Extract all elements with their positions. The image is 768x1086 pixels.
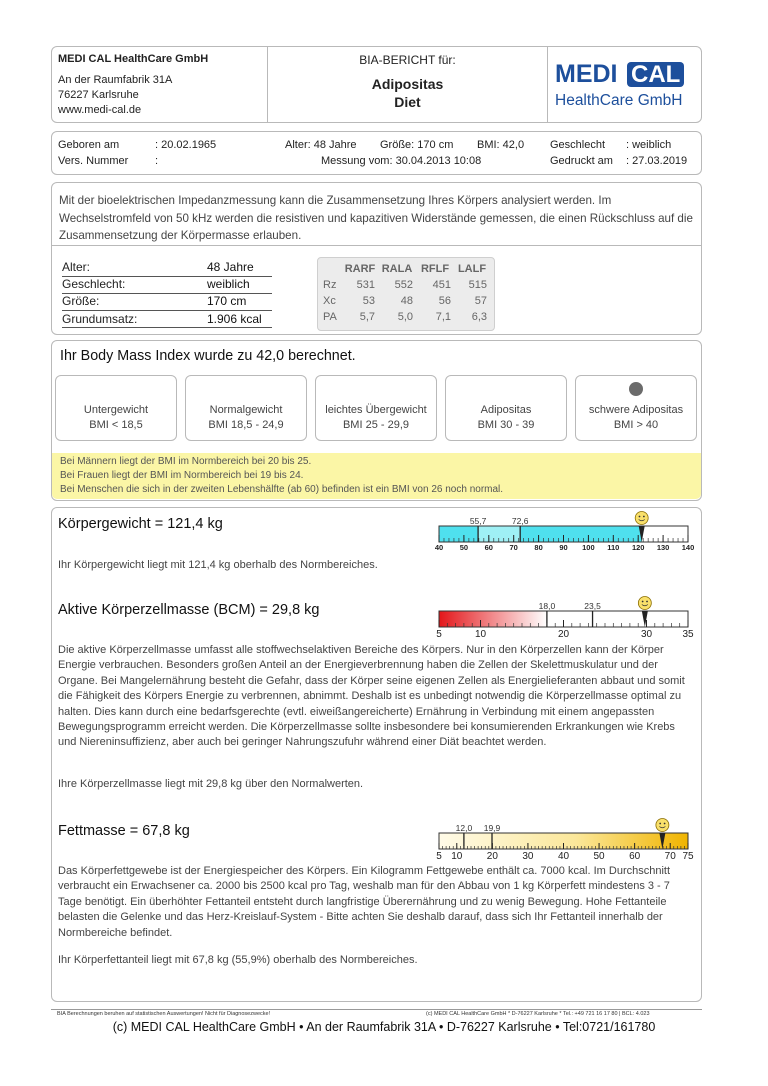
fat-title: Fettmasse = 67,8 kg [58, 823, 190, 839]
gauge-tick-label: 80 [534, 543, 543, 552]
gauge-tick-label: 35 [682, 629, 694, 640]
bmi-title: Ihr Body Mass Index wurde zu 42,0 berechnet. [60, 348, 356, 364]
born-label: Geboren am [58, 139, 120, 151]
smiley-eye-icon [643, 516, 645, 518]
footer-rule [51, 1009, 702, 1010]
bmi-category-range: BMI 30 - 39 [477, 419, 535, 431]
footer-small-contact: (c) MEDI CAL HealthCare GmbH * D-76227 Karlsruhe * Tel.: +49 721 16 17 80 | BCL: 4.023 [426, 1011, 650, 1017]
company-website: www.medi-cal.de [58, 104, 142, 116]
patient-name-line2: Diet [394, 94, 421, 110]
gauge-tick-label: 120 [631, 543, 645, 552]
impedance-header: RFLF [420, 263, 450, 275]
gauge-tick-label: 20 [557, 629, 570, 640]
gauge-norm-low-label: 12,0 [455, 823, 473, 833]
insurance-value: : [155, 155, 159, 167]
bmi-category-name: Normalgewicht [209, 404, 283, 416]
bmi-category-name: leichtes Übergewicht [325, 404, 427, 416]
bcm-title: Aktive Körperzellmasse (BCM) = 29,8 kg [58, 602, 320, 618]
basics-row [62, 277, 272, 294]
fat-summary: Ihr Körperfettanteil liegt mit 67,8 kg (55,9%) oberhalb des Normbereiches. [58, 954, 418, 966]
gauge-tick-label: 140 [681, 543, 695, 552]
gauge-norm-low-label: 18,0 [538, 601, 556, 611]
fat-gauge [430, 816, 695, 862]
gauge-tick-label: 75 [682, 851, 694, 862]
gauge-tick-label: 90 [559, 543, 568, 552]
intro-divider [52, 245, 701, 246]
sex-value: : weiblich [626, 139, 672, 151]
bmi-category-range: BMI < 18,5 [89, 419, 143, 431]
smiley-icon [635, 512, 648, 525]
bmi-notes [52, 453, 701, 499]
basics-label: Geschlecht: [62, 277, 126, 291]
impedance-cell: 7,1 [435, 311, 451, 323]
basics-row [62, 311, 272, 328]
company-name: MEDI CAL HealthCare GmbH [58, 53, 209, 65]
gauge-fill [439, 526, 642, 542]
bmi-category-card [55, 375, 177, 441]
weight-summary: Ihr Körpergewicht liegt mit 121,4 kg oberhalb des Normbereiches. [58, 559, 378, 571]
bmi-category-card [315, 375, 437, 441]
impedance-row-label: Rz [323, 279, 337, 291]
gauge-tick-label: 70 [509, 543, 518, 552]
gauge-norm-low-label: 55,7 [469, 516, 487, 526]
basics-value: 170 cm [207, 294, 247, 308]
intro-text: Mit der bioelektrischen Impedanzmessung kann die Zusammensetzung Ihres Körpers analysiert werden. Im Wechselstromfeld von 50 kHz werden die resistiven und kapazitiven Widerstände gemessen, die einen Rückschluss auf die Zusammensetzung der Körpermasse erlauben. [59, 194, 693, 242]
bmi-note: Bei Männern liegt der BMI im Normbereich bei 20 bis 25. [60, 456, 312, 467]
logo-subtitle: HealthCare GmbH [555, 92, 683, 109]
bmi-category-range: BMI > 40 [613, 419, 659, 431]
bmi-note: Bei Frauen liegt der BMI im Normbereich bei 19 bis 24. [60, 470, 304, 481]
report-for-label: BIA-BERICHT für: [359, 53, 456, 67]
bcm-gauge [430, 595, 695, 640]
smiley-eye-icon [639, 516, 641, 518]
gauge-tick-label: 110 [607, 543, 620, 552]
gauge-tick-label: 100 [582, 543, 595, 552]
basics-row [62, 260, 272, 277]
impedance-cell: 56 [438, 295, 451, 307]
age-info: Alter: 48 Jahre [285, 139, 357, 151]
impedance-header: LALF [457, 263, 487, 275]
bmi-category-card [185, 375, 307, 441]
company-address-street: An der Raumfabrik 31A [58, 74, 173, 86]
gauge-tick-label: 60 [629, 851, 641, 862]
gauge-tick-label: 5 [436, 629, 442, 640]
bmi-category-name: Untergewicht [83, 404, 149, 416]
impedance-cell: 48 [400, 295, 413, 307]
impedance-cell: 552 [394, 279, 413, 291]
basics-label: Größe: [62, 294, 100, 308]
impedance-cell: 53 [362, 295, 375, 307]
impedance-cell: 531 [356, 279, 375, 291]
impedance-header: RARF [344, 263, 376, 275]
logo-medi-text: MEDI [555, 60, 618, 88]
impedance-cell: 6,3 [471, 311, 487, 323]
impedance-cell: 451 [432, 279, 451, 291]
smiley-icon [656, 819, 669, 832]
height-info: Größe: 170 cm [380, 139, 454, 151]
gauge-tick-label: 40 [557, 851, 570, 862]
weight-gauge [430, 510, 695, 552]
footer-contact: (c) MEDI CAL HealthCare GmbH • An der Raumfabrik 31A • D-76227 Karlsruhe • Tel:0721/161780 [112, 1020, 656, 1034]
bmi-category-name: schwere Adipositas [588, 404, 684, 416]
header-box [51, 46, 702, 123]
gauge-tick-label: 50 [593, 851, 605, 862]
gauge-tick-label: 10 [451, 851, 463, 862]
basics-label: Grundumsatz: [62, 312, 138, 326]
gauge-tick-label: 10 [474, 629, 487, 640]
basics-value: 1.906 kcal [207, 312, 262, 326]
basics-value: weiblich [207, 277, 250, 291]
fat-paragraph: Das Körperfettgewebe ist der Energiespeicher des Körpers. Ein Kilogramm Fettgewebe enthält ca. 7000 kcal. Im Durchschnitt verbraucht ein Erwachsener ca. 2000 bis 2500 kcal pro Tag, weshalb man für den Abbau von 1 kg Körperfett mindestens 3 - 7 Tage benötigt. Ein überhöhter Fettanteil entsteht durch langfristige Überernährung und zu wenig Bewegung. Hohe Fettanteile belasten die Gelenke und das Herz-Kreislauf-System - Bitte achten Sie deshalb darauf, dass sich Ihr Fettanteil innerhalb der Normbereiche befindet. [58, 865, 671, 939]
bmi-category-range: BMI 25 - 29,9 [342, 419, 410, 431]
header-divider-2 [547, 47, 548, 122]
footer-disclaimer: BIA Berechnungen beruhen auf statistischen Auswertungen! Nicht für Diagnosezwecke! [57, 1011, 271, 1017]
bmi-category-range: BMI 18,5 - 24,9 [208, 419, 284, 431]
impedance-table [317, 257, 495, 331]
smiley-eye-icon [659, 823, 661, 825]
bmi-category-card [445, 375, 567, 441]
smiley-icon [638, 597, 651, 610]
patient-name-line1: Adipositas [371, 76, 444, 92]
gauge-tick-label: 20 [486, 851, 498, 862]
impedance-cell: 5,0 [397, 311, 413, 323]
gauge-norm-high-label: 23,5 [584, 601, 601, 611]
bmi-category-name: Adipositas [480, 404, 532, 416]
gauge-tick-label: 30 [522, 851, 534, 862]
company-logo [553, 60, 698, 115]
impedance-header: RALA [381, 263, 413, 275]
bmi-note: Bei Menschen die sich in der zweiten Lebenshälfte (ab 60) befinden ist ein BMI von 26 noch normal. [60, 484, 504, 495]
intro-box [51, 182, 702, 335]
basics-row [62, 294, 272, 311]
gauge-tick-label: 40 [434, 543, 444, 552]
smiley-eye-icon [664, 823, 666, 825]
printed-value: : 27.03.2019 [626, 155, 688, 167]
basics-label: Alter: [62, 260, 91, 274]
basics-value: 48 Jahre [207, 260, 254, 274]
smiley-eye-icon [646, 601, 648, 603]
impedance-cell: 57 [474, 295, 487, 307]
gauge-fill [439, 611, 547, 627]
company-address-city: 76227 Karlsruhe [58, 89, 139, 101]
impedance-cell: 515 [468, 279, 487, 291]
gauge-tick-label: 130 [656, 543, 670, 552]
insurance-label: Vers. Nummer [58, 155, 129, 167]
gauge-norm-high-label: 19,9 [483, 823, 501, 833]
measurement-date: Messung vom: 30.04.2013 10:08 [321, 155, 482, 167]
impedance-row-label: Xc [323, 295, 336, 307]
sex-label: Geschlecht [550, 139, 606, 151]
gauge-tick-label: 30 [640, 629, 653, 640]
impedance-row-label: PA [323, 311, 337, 323]
gauge-tick-label: 50 [459, 543, 469, 552]
smiley-eye-icon [642, 601, 644, 603]
impedance-cell: 5,7 [359, 311, 375, 323]
weight-title: Körpergewicht = 121,4 kg [58, 516, 223, 532]
printed-label: Gedruckt am [550, 155, 613, 167]
gauge-norm-high-label: 72,6 [511, 516, 529, 526]
bmi-info: BMI: 42,0 [477, 139, 525, 151]
gauge-tick-label: 5 [436, 851, 442, 862]
bmi-category-card [575, 375, 697, 441]
bmi-indicator-dot [629, 382, 643, 396]
gauge-tick-label: 70 [664, 851, 676, 862]
bcm-summary: Ihre Körperzellmasse liegt mit 29,8 kg über den Normalwerten. [58, 778, 364, 790]
gauge-tick-label: 60 [484, 543, 493, 552]
born-value: : 20.02.1965 [155, 139, 217, 151]
bcm-paragraph: Die aktive Körperzellmasse umfasst alle stoffwechselaktiven Bereiche des Körpers. Nur in den Körperzellen kann der Körper Energie verbrauchen. Besonders großen Anteil an der Energieverbrennung haben die Zellen der Skelettmuskulatur und der Organe. Bei Mangelernährung besteht die Gefahr, dass der Körper seine eigenen Zellen als Energielieferanten abbaut und somit die Fähigkeit des Körpers Energie zu verbrennen, abnimmt. Deshalb ist es unbedingt notwendig die Körperzellmasse optimal zu halten. Dies kann durch eine bedarfsgerechte (evtl. eiweißangereicherte) Ernährung in Verbindung mit einem angepassten Bewegungsprogramm erreicht werden. Die Körperzellmasse sollte insbesondere bei konsumierenden Erkrankungen wie Krebs und Niereninsuffizienz, aber auch bei geringer Nahrungszufuhr während einer Diät beachtet werden. [58, 644, 685, 749]
patient-info-box [51, 131, 702, 175]
logo-cal-text: CAL [627, 62, 684, 87]
